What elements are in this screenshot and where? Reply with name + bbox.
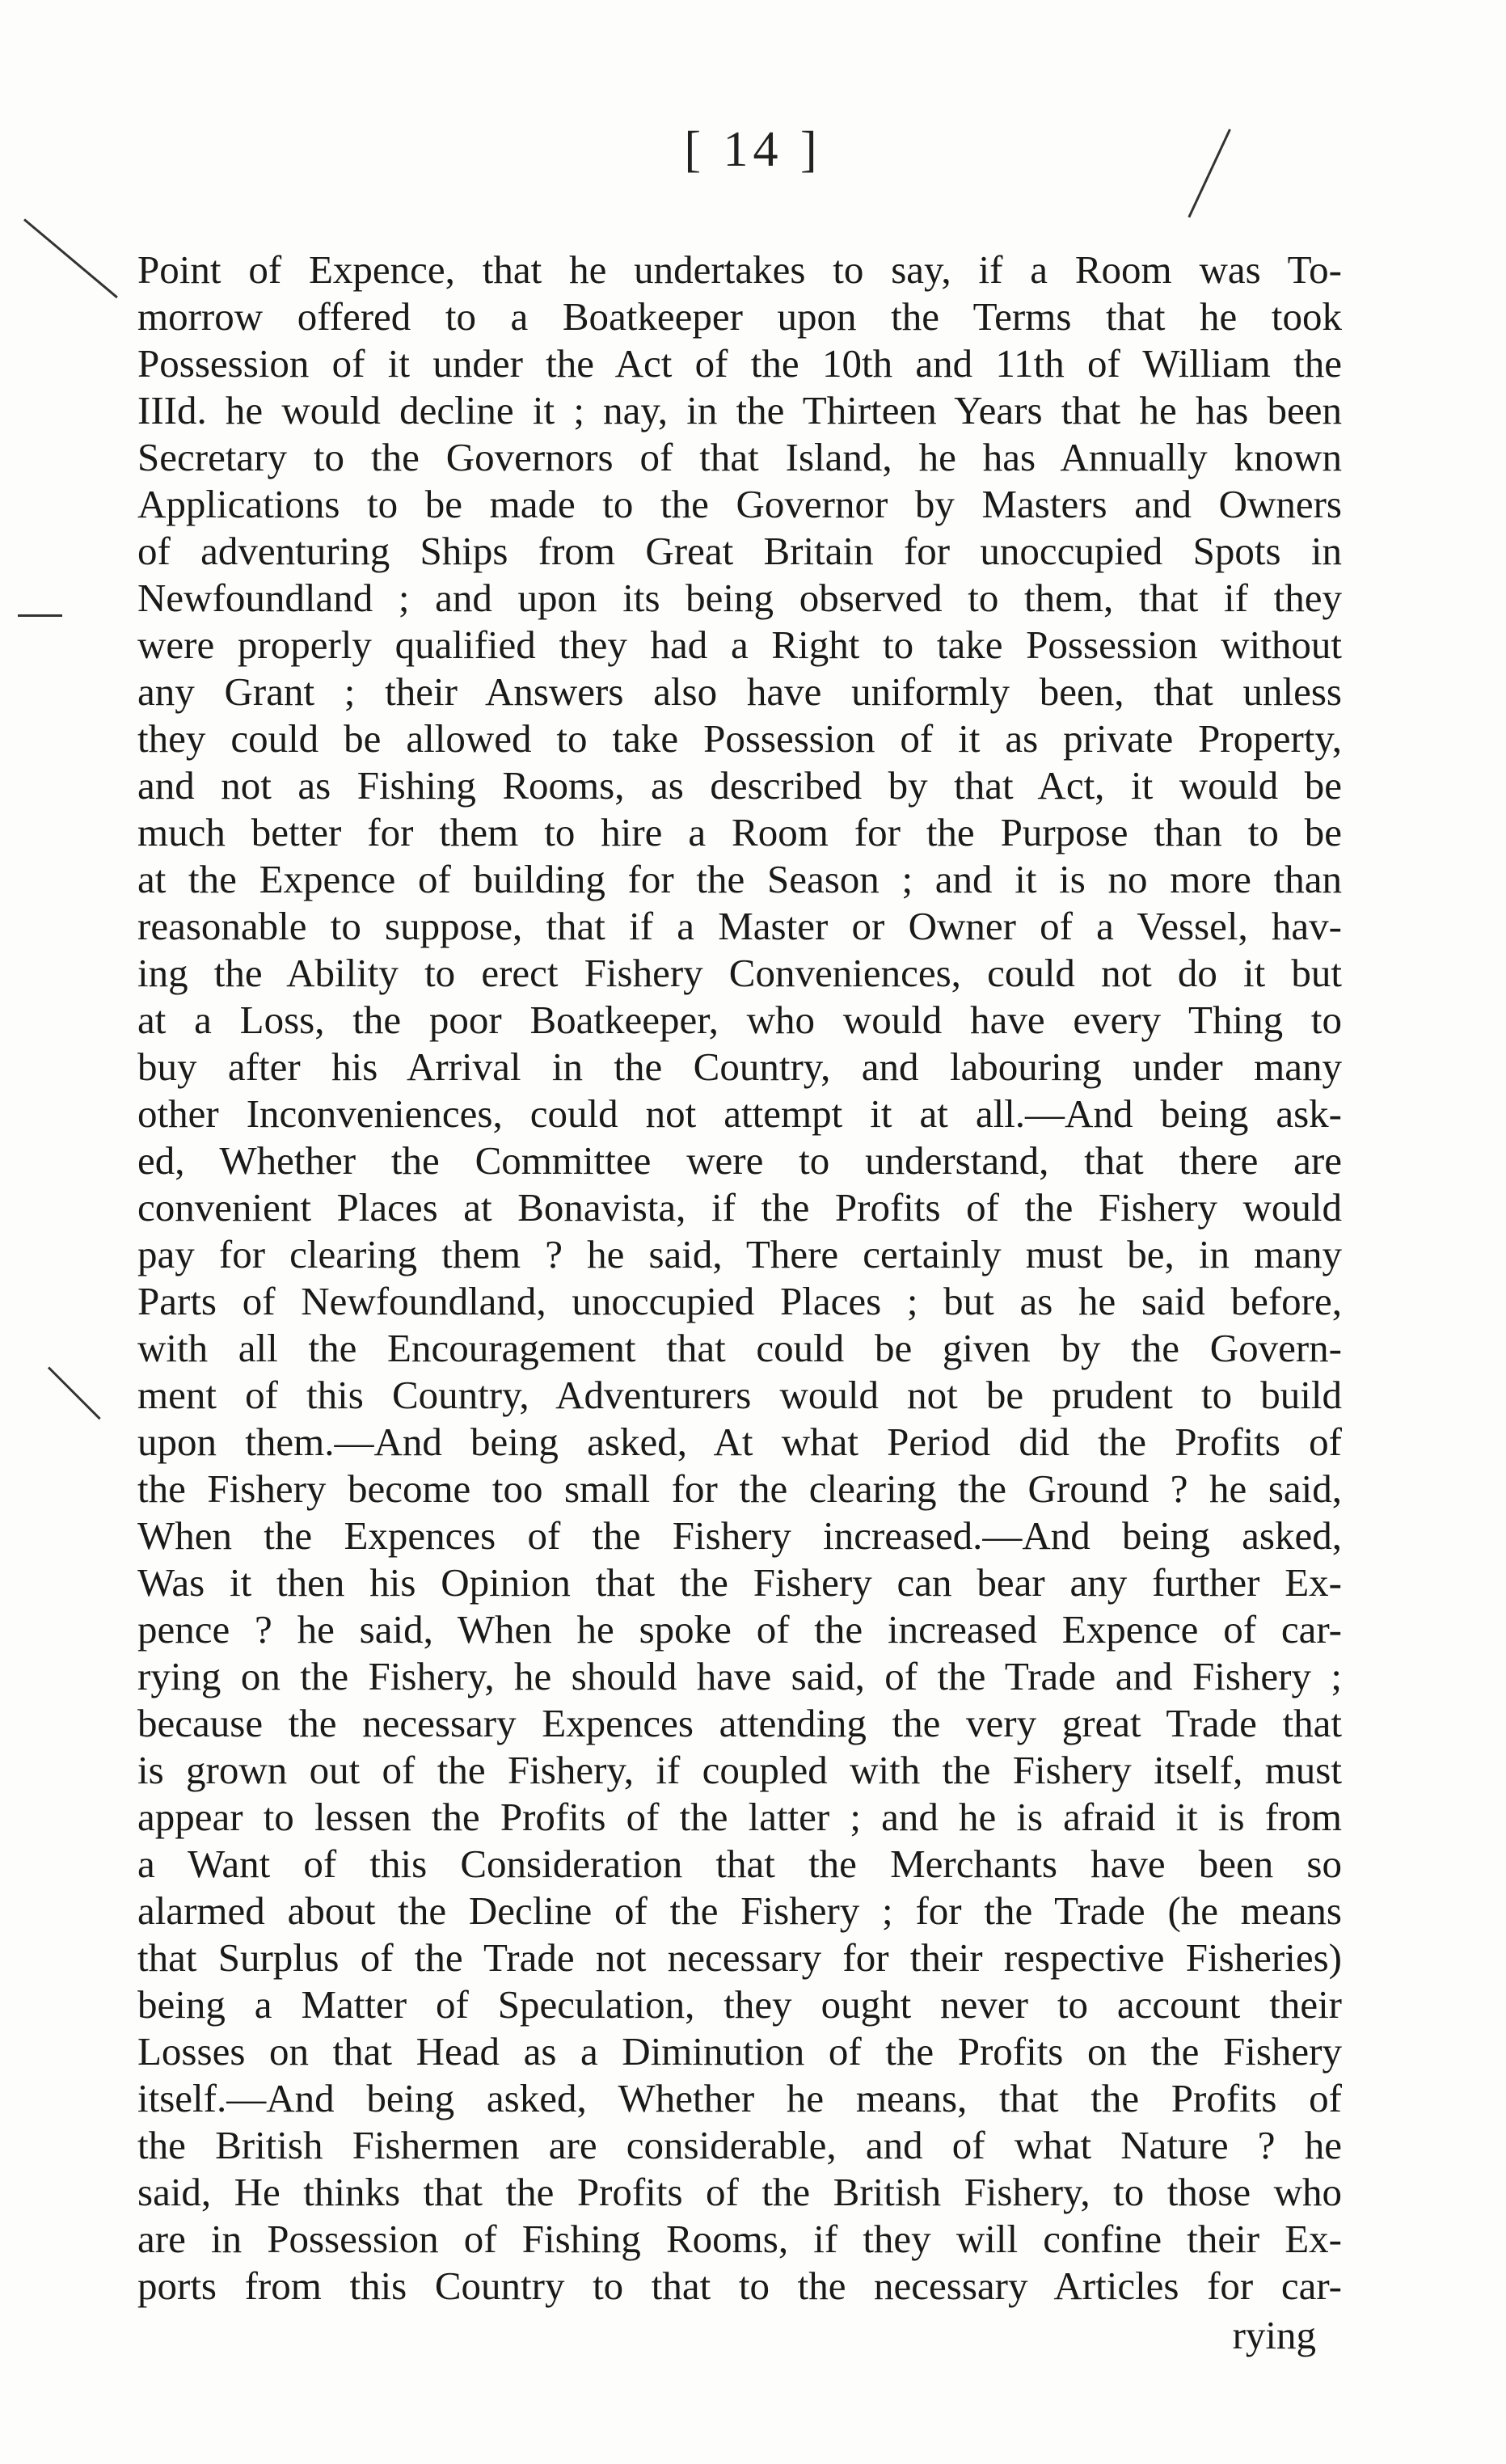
text-line: buy after his Arrival in the Country, and labouring under many bbox=[137, 1044, 1342, 1089]
text-line: the Fishery become too small for the clearing the Ground ? he said, bbox=[137, 1466, 1342, 1511]
text-line: much better for them to hire a Room for the Purpose than to be bbox=[137, 810, 1342, 854]
text-line: any Grant ; their Answers also have uniformly been, that unless bbox=[137, 669, 1342, 714]
text-line: Secretary to the Governors of that Island, he has Annually known bbox=[137, 435, 1342, 479]
text-line: Applications to be made to the Governor by Masters and Owners bbox=[137, 482, 1342, 526]
body-text bbox=[137, 247, 1342, 2310]
text-line: the British Fishermen are considerable, and of what Nature ? he bbox=[137, 2123, 1342, 2167]
text-line: ing the Ability to erect Fishery Conveniences, could not do it but bbox=[137, 951, 1342, 995]
text-line: ports from this Country to that to the necessary Articles for car- bbox=[137, 2264, 1342, 2308]
text-line: being a Matter of Speculation, they ought never to account their bbox=[137, 1982, 1342, 2027]
text-line: are in Possession of Fishing Rooms, if they will confine their Ex- bbox=[137, 2217, 1342, 2261]
text-line: Possession of it under the Act of the 10th and 11th of William the bbox=[137, 341, 1342, 386]
scan-mark bbox=[23, 218, 118, 298]
text-line: Was it then his Opinion that the Fishery can bear any further Ex- bbox=[137, 1560, 1342, 1605]
page-number: [ 14 ] bbox=[684, 122, 822, 177]
text-line: because the necessary Expences attending the very great Trade that bbox=[137, 1701, 1342, 1745]
text-line: IIId. he would decline it ; nay, in the Thirteen Years that he has been bbox=[137, 388, 1342, 432]
text-line: pence ? he said, When he spoke of the increased Expence of car- bbox=[137, 1607, 1342, 1652]
text-line: morrow offered to a Boatkeeper upon the Terms that he took bbox=[137, 294, 1342, 339]
text-line: is grown out of the Fishery, if coupled with the Fishery itself, must bbox=[137, 1748, 1342, 1792]
text-line: ment of this Country, Adventurers would not be prudent to build bbox=[137, 1373, 1342, 1417]
text-line: ed, Whether the Committee were to understand, that there are bbox=[137, 1138, 1342, 1183]
text-line: Parts of Newfoundland, unoccupied Places ; but as he said before, bbox=[137, 1279, 1342, 1323]
text-line: alarmed about the Decline of the Fishery ; for the Trade (he means bbox=[137, 1888, 1342, 1933]
text-line: pay for clearing them ? he said, There certainly must be, in many bbox=[137, 1232, 1342, 1276]
text-line: at a Loss, the poor Boatkeeper, who would have every Thing to bbox=[137, 998, 1342, 1042]
text-line: with all the Encouragement that could be given by the Govern- bbox=[137, 1326, 1342, 1370]
text-line: that Surplus of the Trade not necessary for their respective Fisheries) bbox=[137, 1935, 1342, 1980]
text-line: convenient Places at Bonavista, if the Profits of the Fishery would bbox=[137, 1185, 1342, 1230]
text-line: were properly qualified they had a Right to take Possession without bbox=[137, 622, 1342, 667]
scan-mark bbox=[18, 614, 62, 617]
text-line: of adventuring Ships from Great Britain for unoccupied Spots in bbox=[137, 529, 1342, 573]
text-line: they could be allowed to take Possession of it as private Property, bbox=[137, 716, 1342, 761]
text-line: Newfoundland ; and upon its being observed to them, that if they bbox=[137, 576, 1342, 620]
text-line: at the Expence of building for the Season ; and it is no more than bbox=[137, 857, 1342, 901]
text-line: other Inconveniences, could not attempt it at all.—And being ask- bbox=[137, 1091, 1342, 1136]
catchword: rying bbox=[1232, 2313, 1316, 2357]
text-line: itself.—And being asked, Whether he means, that the Profits of bbox=[137, 2076, 1342, 2120]
text-line: and not as Fishing Rooms, as described by that Act, it would be bbox=[137, 763, 1342, 808]
text-line: a Want of this Consideration that the Merchants have been so bbox=[137, 1842, 1342, 1886]
text-line: rying on the Fishery, he should have said, of the Trade and Fishery ; bbox=[137, 1654, 1342, 1698]
text-line: When the Expences of the Fishery increased.—And being asked, bbox=[137, 1513, 1342, 1558]
scan-mark bbox=[48, 1366, 101, 1420]
text-line: upon them.—And being asked, At what Period did the Profits of bbox=[137, 1420, 1342, 1464]
text-line: appear to lessen the Profits of the latter ; and he is afraid it is from bbox=[137, 1795, 1342, 1839]
text-line: reasonable to suppose, that if a Master or Owner of a Vessel, hav- bbox=[137, 904, 1342, 948]
text-line: Losses on that Head as a Diminution of the Profits on the Fishery bbox=[137, 2029, 1342, 2074]
text-line: Point of Expence, that he undertakes to say, if a Room was To- bbox=[137, 247, 1342, 292]
text-line: said, He thinks that the Profits of the British Fishery, to those who bbox=[137, 2170, 1342, 2214]
